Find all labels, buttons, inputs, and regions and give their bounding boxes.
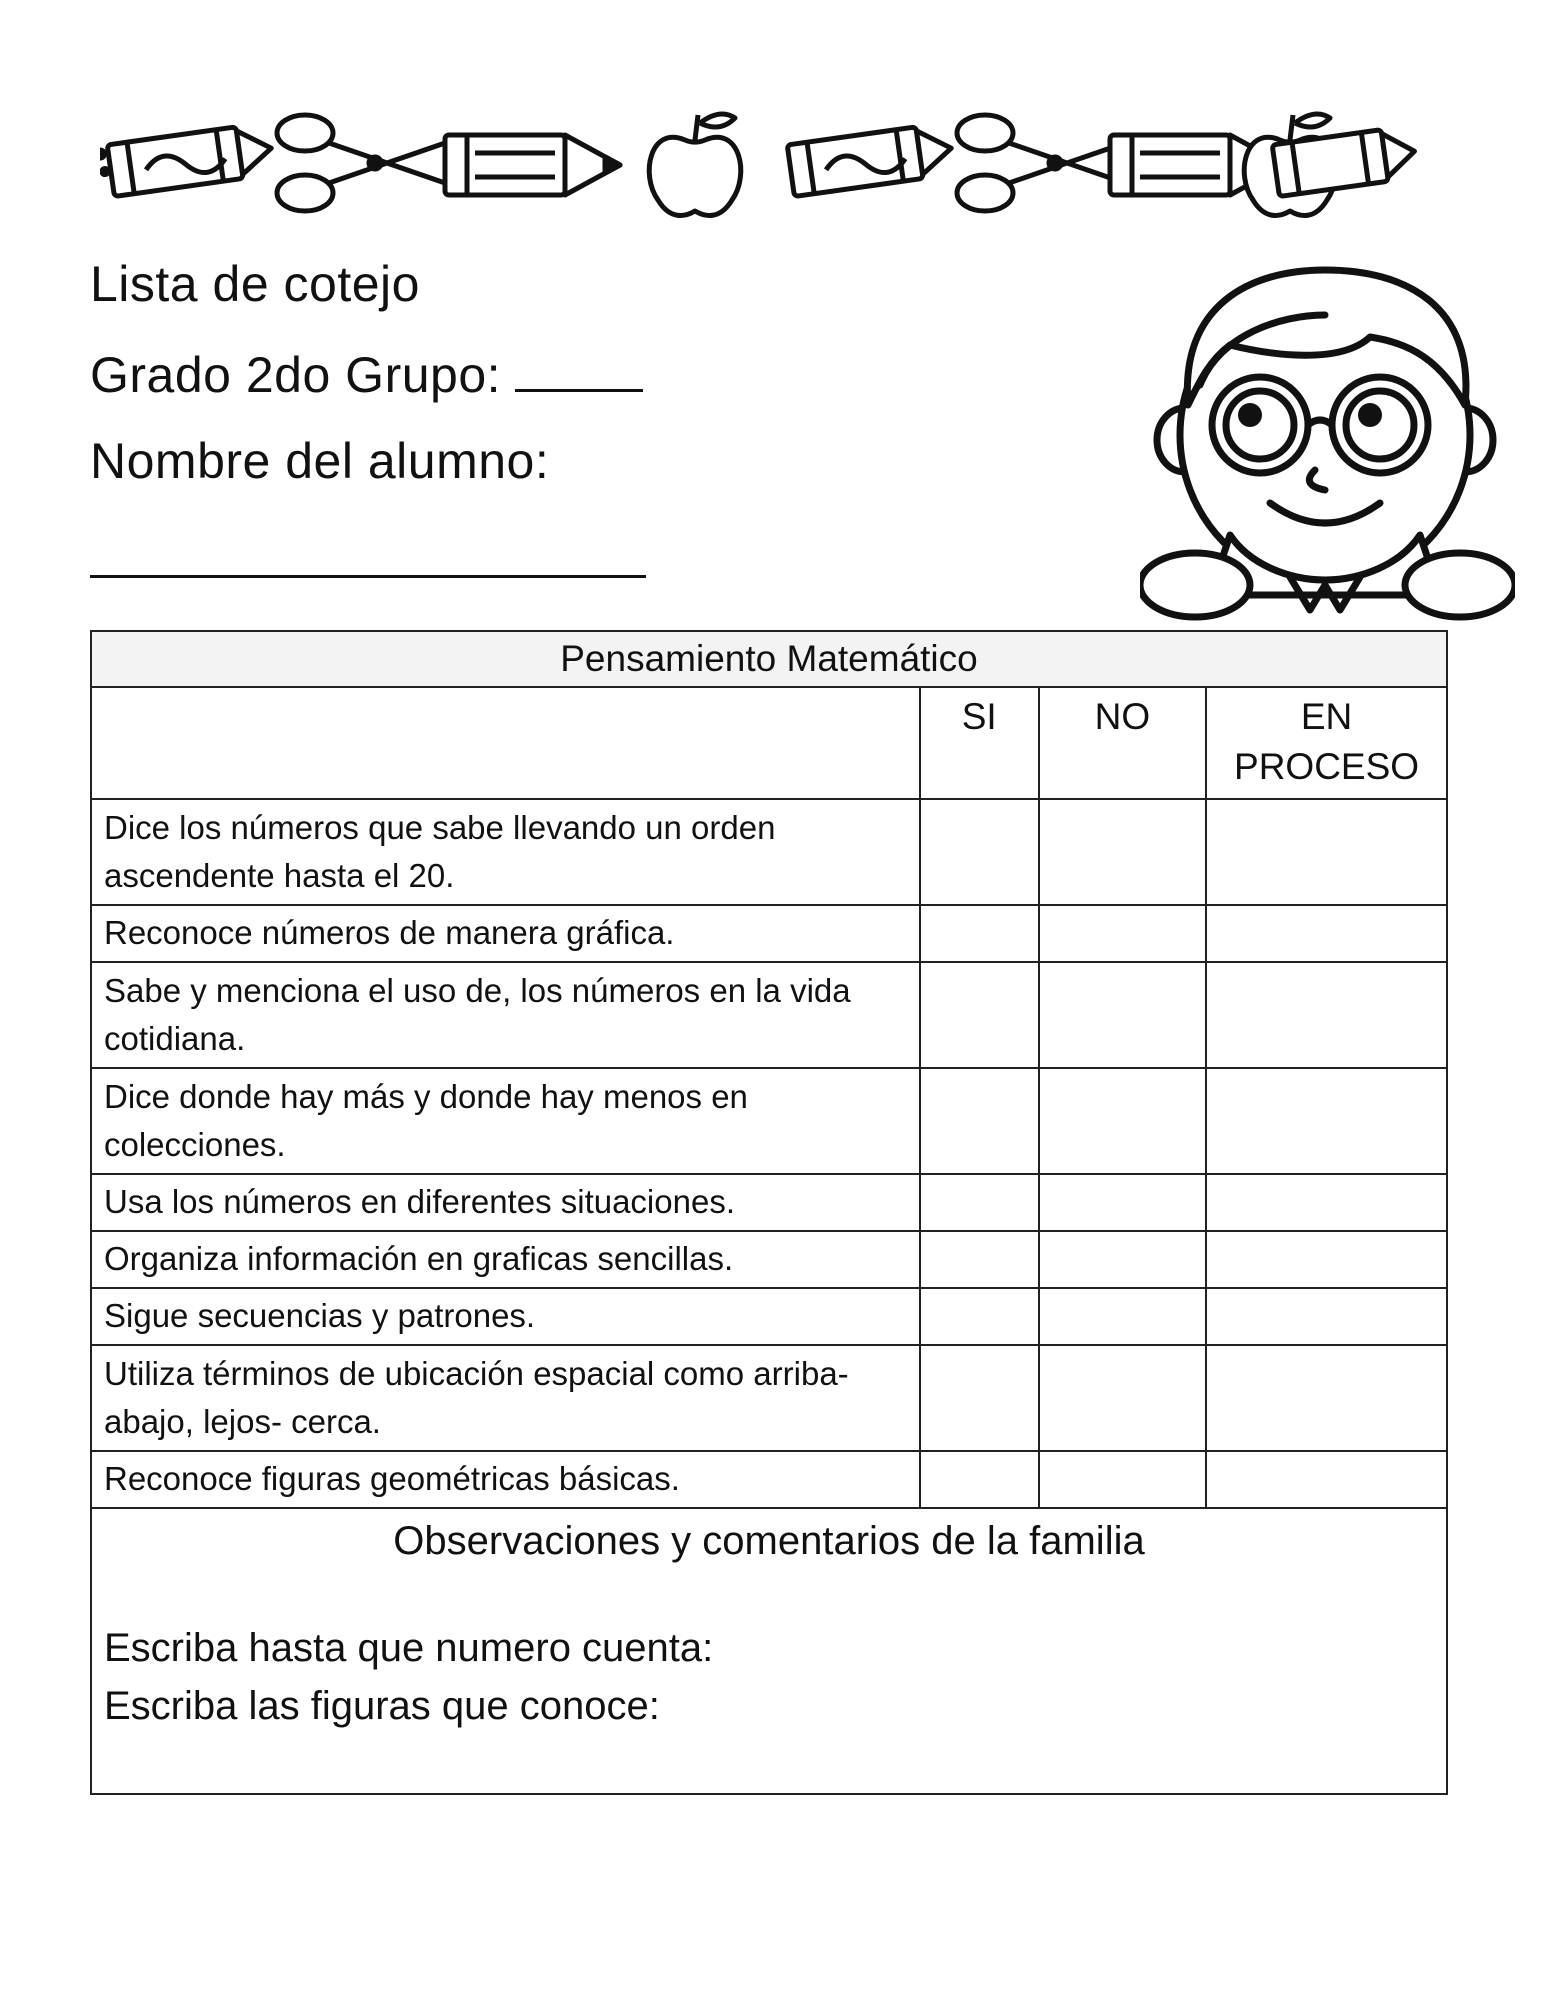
table-title: Pensamiento Matemático [91,631,1447,687]
pencil-icon [445,135,620,195]
student-name-blank-field[interactable] [90,575,646,578]
table-row [91,1345,1447,1451]
column-header-en-proceso: EN PROCESO [1206,687,1447,799]
page-title: Lista de cotejo [90,256,420,312]
scissors-icon [277,115,445,211]
checkbox-cell-no[interactable] [1039,1288,1207,1345]
grade-group-label: Grado 2do Grupo: [90,347,502,403]
column-header-no: NO [1039,687,1207,799]
boy-with-glasses-illustration [1140,265,1515,625]
checkbox-cell-no[interactable] [1039,1345,1207,1451]
criterion-text: Usa los números en diferentes situaciones. [91,1174,920,1231]
criterion-text: Reconoce figuras geométricas básicas. [91,1451,920,1508]
count-question: Escriba hasta que numero cuenta: [104,1626,714,1670]
table-row [91,1068,1447,1174]
checkbox-cell-no[interactable] [1039,905,1207,962]
checkbox-cell-en-proceso[interactable] [1206,1345,1447,1451]
checkbox-cell-si[interactable] [920,1068,1039,1174]
checkbox-cell-en-proceso[interactable] [1206,1451,1447,1508]
criterion-text: Dice los números que sabe llevando un orden ascendente hasta el 20. [91,799,920,905]
checkbox-cell-no[interactable] [1039,1174,1207,1231]
criterion-text: Sabe y menciona el uso de, los números en la vida cotidiana. [91,962,920,1068]
criterion-text: Utiliza términos de ubicación espacial como arriba- abajo, lejos- cerca. [91,1345,920,1451]
table-row [91,962,1447,1068]
checkbox-cell-en-proceso[interactable] [1206,1068,1447,1174]
table-row [91,1288,1447,1345]
checkbox-cell-si[interactable] [920,1174,1039,1231]
checkbox-cell-si[interactable] [920,1288,1039,1345]
shapes-question: Escriba las figuras que conoce: [104,1684,660,1728]
checkbox-cell-si[interactable] [920,962,1039,1068]
scissors-icon [957,115,1125,211]
grade-group-line [90,345,643,404]
checkbox-cell-si[interactable] [920,1345,1039,1451]
checkbox-cell-si[interactable] [920,1451,1039,1508]
checkbox-cell-en-proceso[interactable] [1206,1174,1447,1231]
crayon-icon [100,122,275,198]
column-header-si: SI [920,687,1039,799]
crayon-icon [1272,126,1418,197]
crayon-icon [787,122,955,196]
checkbox-cell-en-proceso[interactable] [1206,905,1447,962]
group-blank-field[interactable] [515,345,643,392]
table-row [91,799,1447,905]
apple-icon [649,114,741,215]
checkbox-cell-en-proceso[interactable] [1206,799,1447,905]
table-row [91,1451,1447,1508]
criterion-text: Dice donde hay más y donde hay menos en colecciones. [91,1068,920,1174]
checkbox-cell-si[interactable] [920,1231,1039,1288]
table-row [91,1231,1447,1288]
table-row [91,1174,1447,1231]
observations-title: Observaciones y comentarios de la familia [393,1519,1145,1563]
observations-cell[interactable] [91,1508,1447,1794]
criterion-text: Reconoce números de manera gráfica. [91,905,920,962]
checkbox-cell-no[interactable] [1039,799,1207,905]
checkbox-cell-no[interactable] [1039,1231,1207,1288]
checklist-table [90,630,1448,1795]
checkbox-cell-no[interactable] [1039,1451,1207,1508]
criterion-text: Organiza información en graficas sencillas. [91,1231,920,1288]
checkbox-cell-no[interactable] [1039,1068,1207,1174]
table-row [91,905,1447,962]
checkbox-cell-si[interactable] [920,905,1039,962]
criterion-text: Sigue secuencias y patrones. [91,1288,920,1345]
checkbox-cell-en-proceso[interactable] [1206,1231,1447,1288]
checkbox-cell-si[interactable] [920,799,1039,905]
criteria-header-cell [91,687,920,799]
checkbox-cell-en-proceso[interactable] [1206,1288,1447,1345]
school-supplies-border [100,95,1440,225]
student-name-label: Nombre del alumno: [90,433,550,489]
checkbox-cell-en-proceso[interactable] [1206,962,1447,1068]
checkbox-cell-no[interactable] [1039,962,1207,1068]
